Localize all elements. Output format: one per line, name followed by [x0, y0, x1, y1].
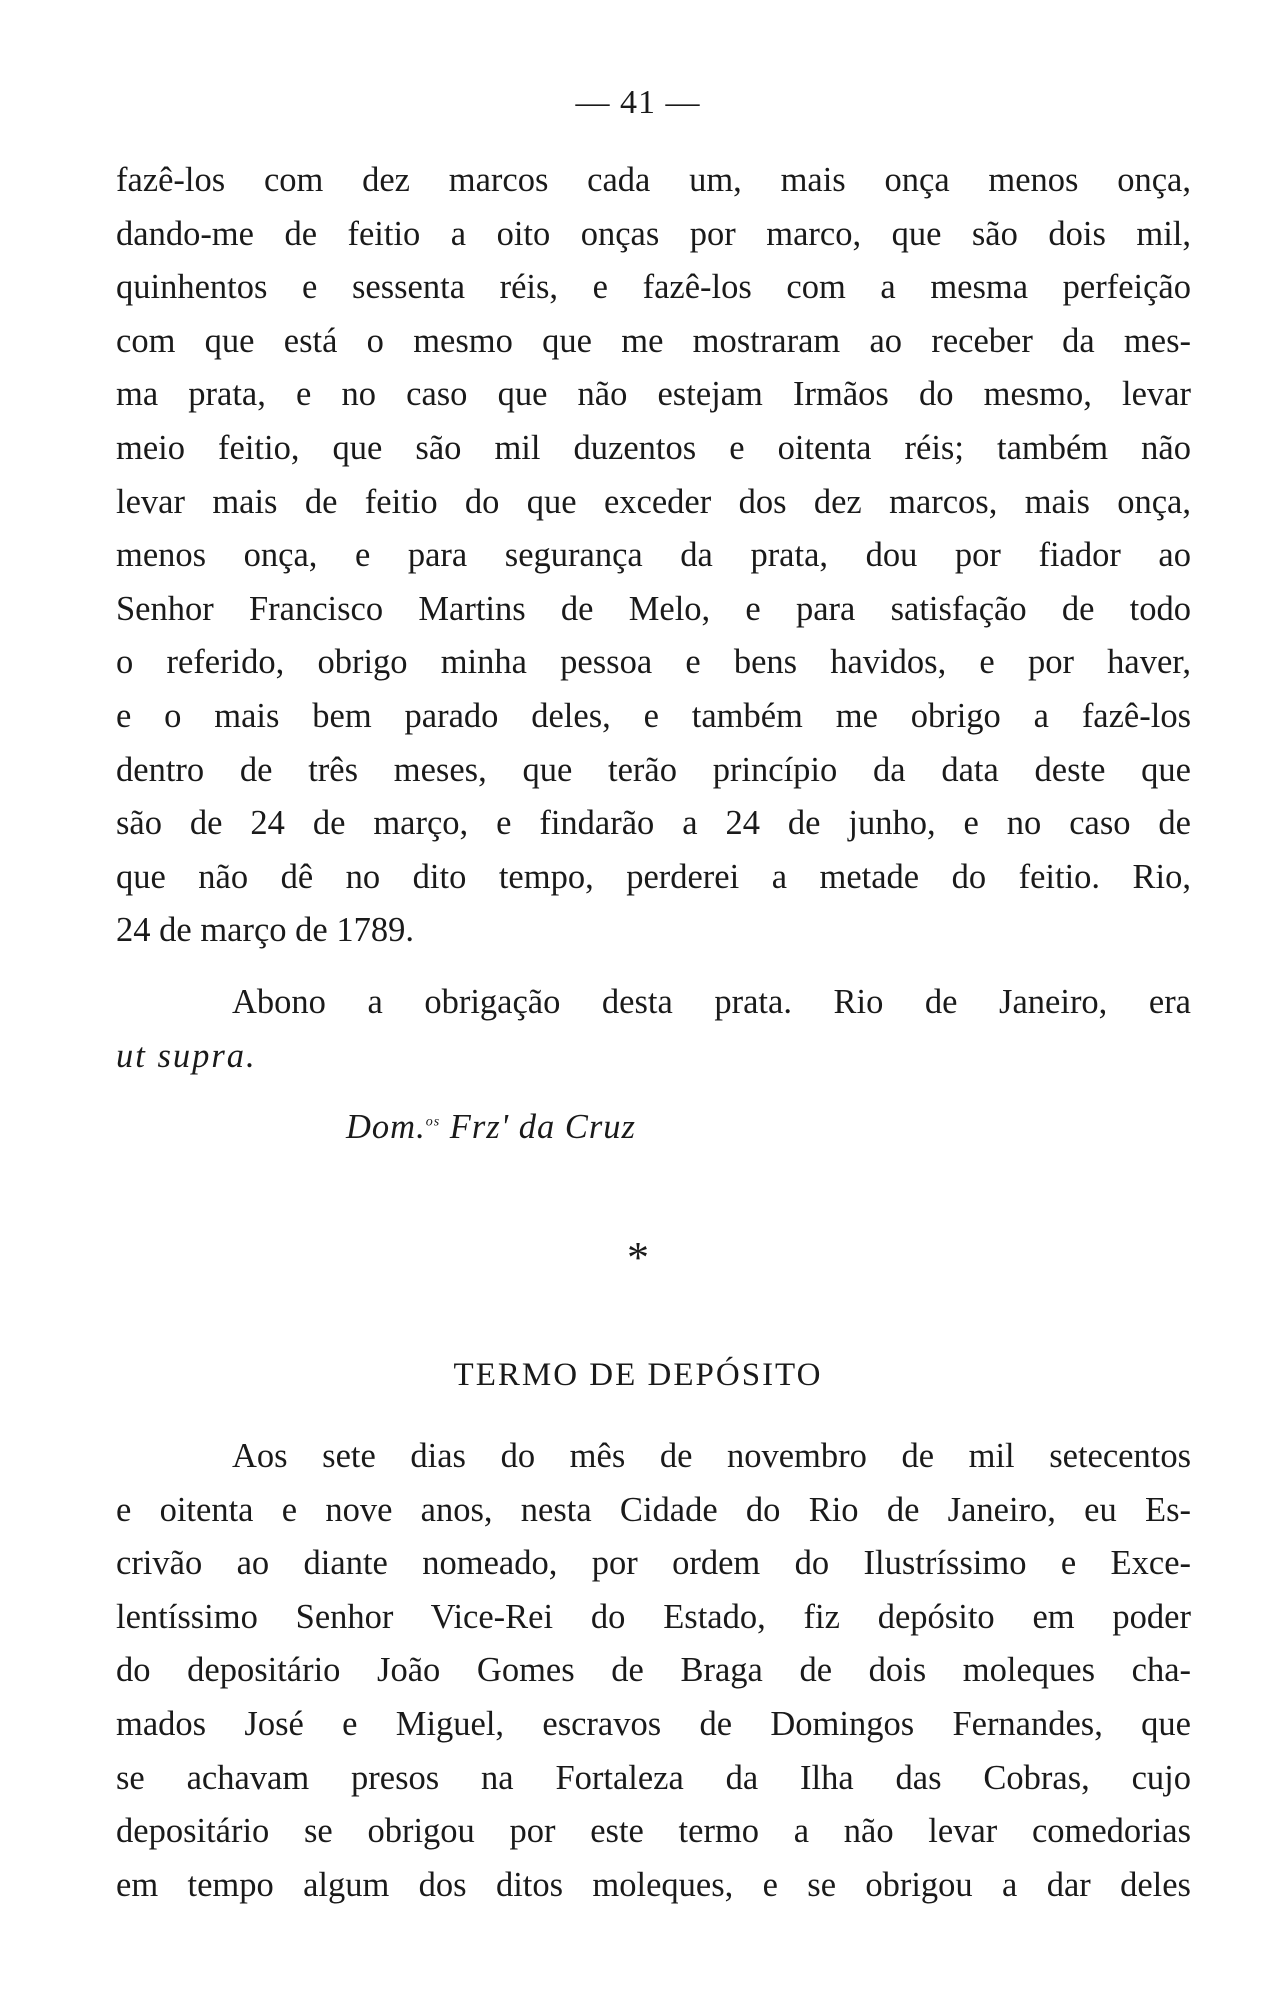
text-line: depositário se obrigou por este termo a não levar comedorias — [116, 1812, 1191, 1851]
section-separator: * — [627, 1233, 649, 1282]
text-line: e oitenta e nove anos, nesta Cidade do Rio de Janeiro, eu Es- — [116, 1490, 1191, 1529]
endorsement-line: Abono a obrigação desta prata. Rio de Janeiro, era — [232, 983, 1191, 1021]
section-title: TERMO DE DEPÓSITO — [453, 1357, 823, 1393]
endorsement-latin-phrase: ut supra. — [116, 1036, 257, 1075]
paragraph-deposit — [116, 1430, 1191, 1912]
text-line: menos onça, e para segurança da prata, dou por fiador ao — [116, 536, 1191, 575]
text-line: se achavam presos na Fortaleza da Ilha das Cobras, cujo — [116, 1758, 1191, 1797]
text-line: do depositário João Gomes de Braga de dois moleques cha- — [116, 1651, 1191, 1690]
text-line: mados José e Miguel, escravos de Domingos Fernandes, que — [116, 1704, 1191, 1743]
text-line: quinhentos e sessenta réis, e fazê-los com a mesma perfeição — [116, 268, 1191, 307]
text-line: e o mais bem parado deles, e também me obrigo a fazê-los — [116, 696, 1191, 735]
text-line: Aos sete dias do mês de novembro de mil setecentos — [232, 1437, 1191, 1475]
text-line: lentíssimo Senhor Vice-Rei do Estado, fiz depósito em poder — [116, 1597, 1191, 1636]
signature-superscript: os — [425, 1114, 441, 1130]
text-line: dentro de três meses, que terão princípio da data deste que — [116, 750, 1191, 789]
page-number: — 41 — — [575, 84, 701, 121]
text-line: fazê-los com dez marcos cada um, mais onça menos onça, — [116, 161, 1191, 199]
paragraph-obligation — [116, 154, 1191, 958]
signature — [346, 1108, 636, 1147]
signature-name-rest: Frz' da Cruz — [440, 1108, 636, 1146]
text-line: ma prata, e no caso que não estejam Irmãos do mesmo, levar — [116, 375, 1191, 414]
text-line: o referido, obrigo minha pessoa e bens havidos, e por haver, — [116, 643, 1191, 682]
text-line: com que está o mesmo que me mostraram ao receber da mes- — [116, 321, 1191, 360]
endorsement-paragraph — [116, 976, 1191, 1083]
signature-name-part: Dom. — [346, 1108, 426, 1146]
text-line: Senhor Francisco Martins de Melo, e para satisfação de todo — [116, 589, 1191, 628]
text-line: em tempo algum dos ditos moleques, e se obrigou a dar deles — [116, 1865, 1191, 1904]
text-line: que não dê no dito tempo, perderei a metade do feitio. Rio, — [116, 857, 1191, 896]
text-line: 24 de março de 1789. — [116, 911, 414, 950]
text-line: meio feitio, que são mil duzentos e oitenta réis; também não — [116, 428, 1191, 467]
text-line: são de 24 de março, e findarão a 24 de junho, e no caso de — [116, 804, 1191, 843]
text-line: dando-me de feitio a oito onças por marco, que são dois mil, — [116, 214, 1191, 253]
text-line: crivão ao diante nomeado, por ordem do Ilustríssimo e Exce- — [116, 1544, 1191, 1583]
text-line: levar mais de feitio do que exceder dos dez marcos, mais onça, — [116, 482, 1191, 521]
